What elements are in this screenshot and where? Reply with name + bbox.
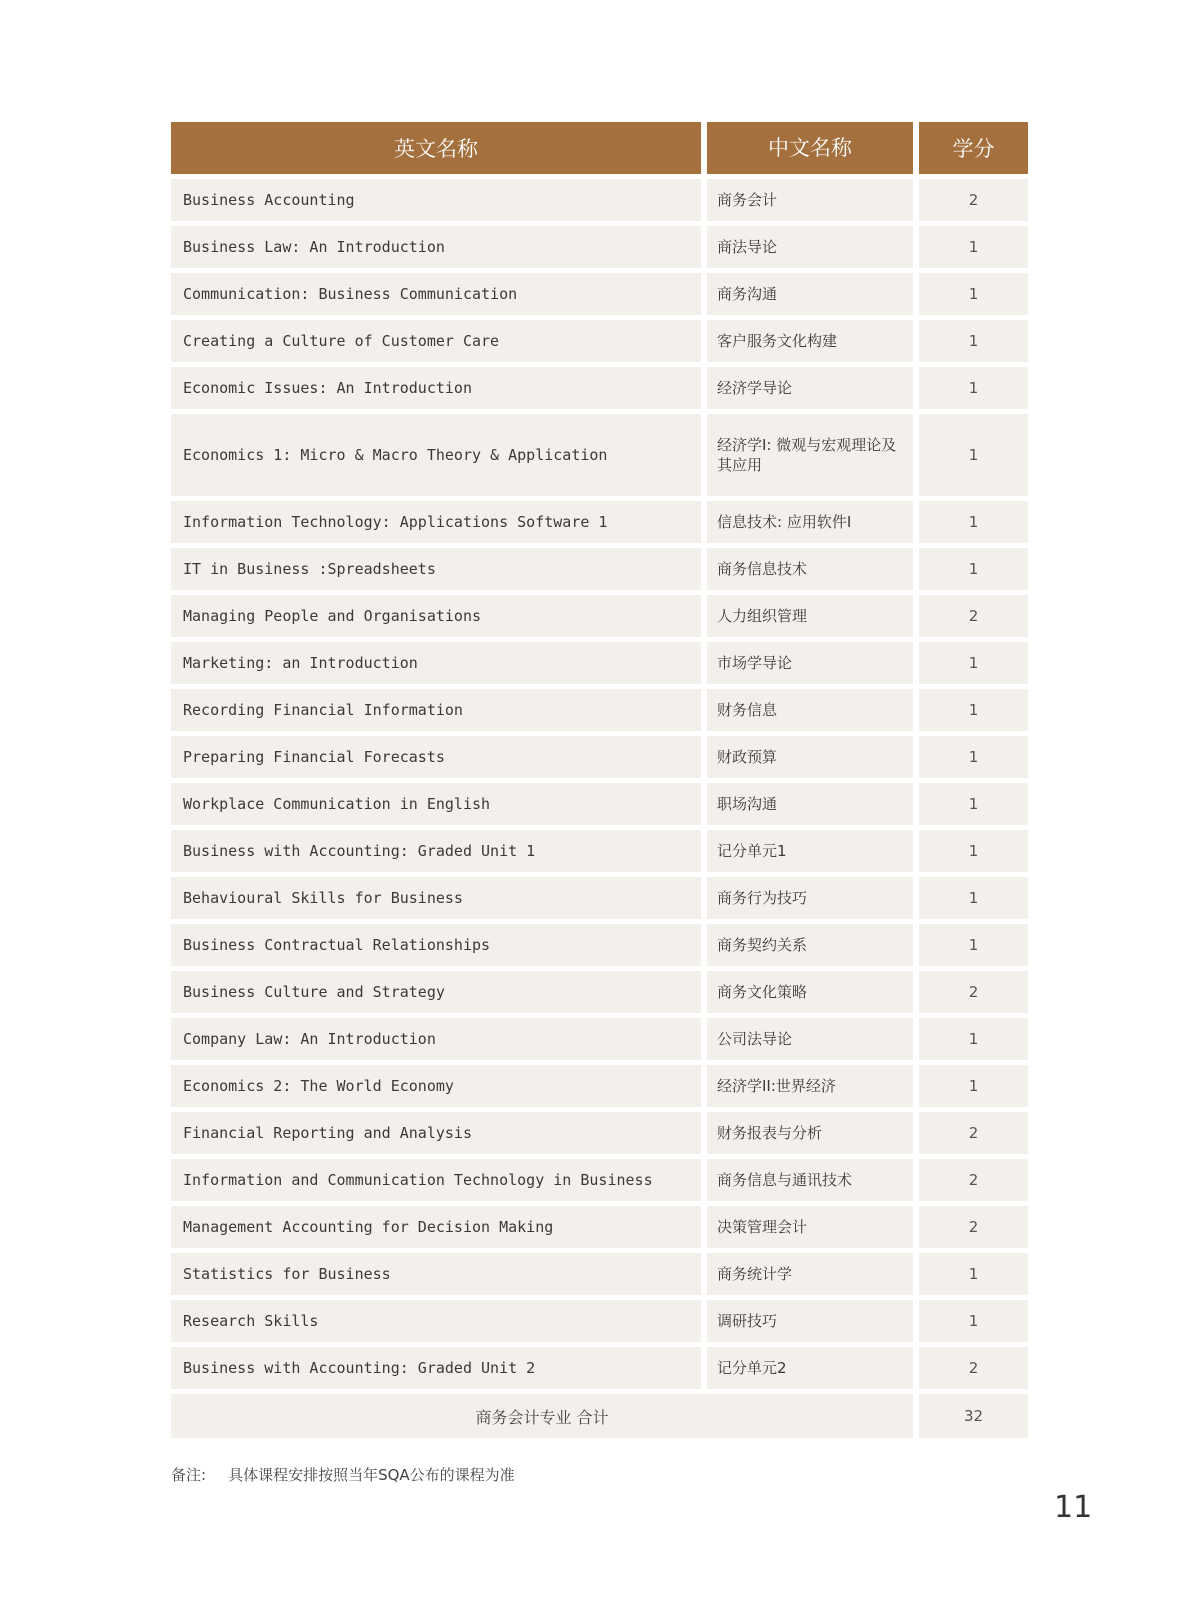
- course-english-name: Information and Communication Technology in Business: [171, 1159, 701, 1201]
- course-credits: 2: [919, 595, 1028, 637]
- course-credits: 1: [919, 1300, 1028, 1342]
- table-row: [171, 924, 1028, 966]
- course-credits: 1: [919, 1018, 1028, 1060]
- course-credits: 1: [919, 367, 1028, 409]
- course-english-name: Company Law: An Introduction: [171, 1018, 701, 1060]
- table-row: [171, 642, 1028, 684]
- course-chinese-name: 信息技术: 应用软件I: [707, 501, 913, 543]
- table-header: [171, 122, 1028, 174]
- course-credits: 2: [919, 971, 1028, 1013]
- course-credits: 1: [919, 736, 1028, 778]
- course-english-name: Marketing: an Introduction: [171, 642, 701, 684]
- course-credits: 1: [919, 1253, 1028, 1295]
- course-english-name: Financial Reporting and Analysis: [171, 1112, 701, 1154]
- table-row: [171, 367, 1028, 409]
- course-credits: 1: [919, 877, 1028, 919]
- table-row: [171, 226, 1028, 268]
- course-credits: 1: [919, 689, 1028, 731]
- table-row: [171, 414, 1028, 496]
- course-credits: 1: [919, 320, 1028, 362]
- table-row: [171, 783, 1028, 825]
- course-credits: 1: [919, 226, 1028, 268]
- course-english-name: Managing People and Organisations: [171, 595, 701, 637]
- table-row: [171, 971, 1028, 1013]
- header-english-name: 英文名称: [171, 122, 701, 174]
- table-row: [171, 179, 1028, 221]
- course-english-name: Business Culture and Strategy: [171, 971, 701, 1013]
- course-chinese-name: 商务行为技巧: [707, 877, 913, 919]
- course-credits: 1: [919, 783, 1028, 825]
- course-english-name: Business with Accounting: Graded Unit 2: [171, 1347, 701, 1389]
- table-row: [171, 548, 1028, 590]
- course-credits: 1: [919, 273, 1028, 315]
- course-english-name: Preparing Financial Forecasts: [171, 736, 701, 778]
- course-english-name: Business with Accounting: Graded Unit 1: [171, 830, 701, 872]
- course-chinese-name: 决策管理会计: [707, 1206, 913, 1248]
- table-row: [171, 830, 1028, 872]
- footnote: [171, 1464, 515, 1485]
- table-row: [171, 1206, 1028, 1248]
- course-english-name: Workplace Communication in English: [171, 783, 701, 825]
- course-chinese-name: 商务契约关系: [707, 924, 913, 966]
- course-credits: 1: [919, 924, 1028, 966]
- course-english-name: Creating a Culture of Customer Care: [171, 320, 701, 362]
- course-credits: 1: [919, 548, 1028, 590]
- course-chinese-name: 调研技巧: [707, 1300, 913, 1342]
- course-english-name: Business Law: An Introduction: [171, 226, 701, 268]
- course-chinese-name: 经济学II:世界经济: [707, 1065, 913, 1107]
- course-chinese-name: 记分单元2: [707, 1347, 913, 1389]
- table-row: [171, 1347, 1028, 1389]
- course-credits: 2: [919, 1112, 1028, 1154]
- course-credits: 2: [919, 179, 1028, 221]
- course-chinese-name: 商务信息与通讯技术: [707, 1159, 913, 1201]
- course-english-name: Information Technology: Applications Software 1: [171, 501, 701, 543]
- course-chinese-name: 商务信息技术: [707, 548, 913, 590]
- table-row: [171, 877, 1028, 919]
- course-english-name: Behavioural Skills for Business: [171, 877, 701, 919]
- course-chinese-name: 人力组织管理: [707, 595, 913, 637]
- course-chinese-name: 商务文化策略: [707, 971, 913, 1013]
- course-english-name: Business Contractual Relationships: [171, 924, 701, 966]
- table-row: [171, 1112, 1028, 1154]
- course-credits: 1: [919, 642, 1028, 684]
- course-chinese-name: 市场学导论: [707, 642, 913, 684]
- table-row: [171, 1065, 1028, 1107]
- course-chinese-name: 记分单元1: [707, 830, 913, 872]
- course-english-name: Economics 2: The World Economy: [171, 1065, 701, 1107]
- total-label: 商务会计专业 合计: [171, 1394, 913, 1438]
- course-chinese-name: 商务会计: [707, 179, 913, 221]
- course-english-name: Business Accounting: [171, 179, 701, 221]
- course-english-name: IT in Business :Spreadsheets: [171, 548, 701, 590]
- table-row: [171, 501, 1028, 543]
- header-chinese-name: 中文名称: [707, 122, 913, 174]
- course-english-name: Management Accounting for Decision Making: [171, 1206, 701, 1248]
- course-chinese-name: 经济学I: 微观与宏观理论及其应用: [707, 414, 913, 496]
- table-row: [171, 1300, 1028, 1342]
- table-row: [171, 1018, 1028, 1060]
- page-number: 11: [1054, 1490, 1093, 1525]
- course-credits: 2: [919, 1159, 1028, 1201]
- course-chinese-name: 公司法导论: [707, 1018, 913, 1060]
- course-chinese-name: 商法导论: [707, 226, 913, 268]
- table-row: [171, 320, 1028, 362]
- course-chinese-name: 财务信息: [707, 689, 913, 731]
- course-credits: 2: [919, 1206, 1028, 1248]
- header-credits: 学分: [919, 122, 1028, 174]
- table-row: [171, 1159, 1028, 1201]
- course-chinese-name: 经济学导论: [707, 367, 913, 409]
- course-table: [171, 122, 1028, 1443]
- course-english-name: Recording Financial Information: [171, 689, 701, 731]
- course-credits: 1: [919, 414, 1028, 496]
- course-credits: 1: [919, 501, 1028, 543]
- footnote-label: 备注:: [171, 1466, 207, 1484]
- course-chinese-name: 商务沟通: [707, 273, 913, 315]
- footnote-text: 具体课程安排按照当年SQA公布的课程为准: [228, 1466, 515, 1484]
- course-english-name: Communication: Business Communication: [171, 273, 701, 315]
- course-english-name: Research Skills: [171, 1300, 701, 1342]
- course-credits: 2: [919, 1347, 1028, 1389]
- course-credits: 1: [919, 1065, 1028, 1107]
- table-row: [171, 595, 1028, 637]
- course-credits: 1: [919, 830, 1028, 872]
- course-english-name: Economics 1: Micro & Macro Theory & Application: [171, 414, 701, 496]
- total-row: [171, 1394, 1028, 1438]
- total-credits: 32: [919, 1394, 1028, 1438]
- table-row: [171, 1253, 1028, 1295]
- course-english-name: Statistics for Business: [171, 1253, 701, 1295]
- course-chinese-name: 商务统计学: [707, 1253, 913, 1295]
- course-chinese-name: 财政预算: [707, 736, 913, 778]
- course-chinese-name: 职场沟通: [707, 783, 913, 825]
- table-row: [171, 273, 1028, 315]
- table-row: [171, 689, 1028, 731]
- course-chinese-name: 财务报表与分析: [707, 1112, 913, 1154]
- course-chinese-name: 客户服务文化构建: [707, 320, 913, 362]
- table-row: [171, 736, 1028, 778]
- course-english-name: Economic Issues: An Introduction: [171, 367, 701, 409]
